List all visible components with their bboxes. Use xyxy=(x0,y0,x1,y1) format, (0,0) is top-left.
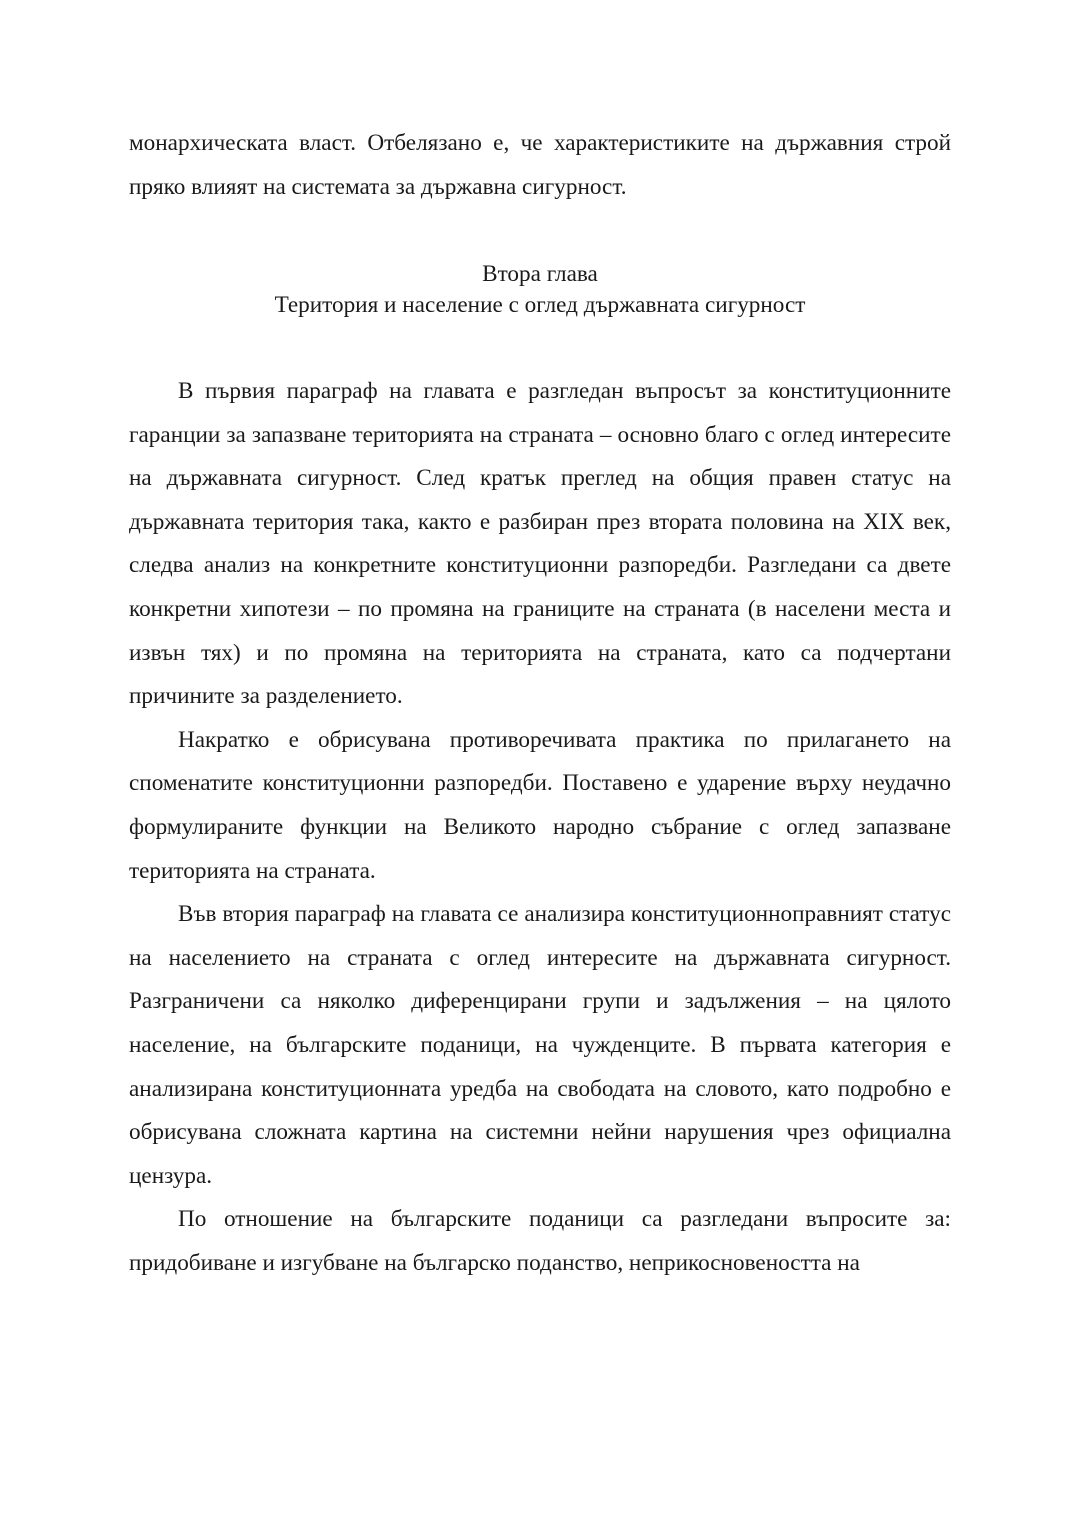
paragraph-practice: Накратко е обрисувана противоречивата практика по прилагането на споменатите конституционни разпоредби. Поставено е ударение върху неудачно формулираните функции на Великото народно събрание с оглед запазване територията на страната. xyxy=(129,726,951,884)
intro-paragraph: монархическата власт. Отбелязано е, че характеристиките на държавния строй пряко влияят на системата за държавна сигурност. xyxy=(129,130,951,200)
intro-block xyxy=(129,122,951,209)
chapter-number: Втора глава xyxy=(482,261,598,287)
chapter-title: Територия и население с оглед държавната сигурност xyxy=(274,292,806,318)
chapter-heading xyxy=(129,259,951,321)
chapter-body xyxy=(129,370,951,1285)
paragraph-subjects: По отношение на българските поданици са разгледани въпросите за: придобиване и изгубване на българско поданство, неприкосновеността на xyxy=(129,1206,951,1276)
paragraph-population: Във втория параграф на главата се анализира конституционноправният статус на населението на страната с оглед интересите на държавната сигурност. Разграничени са няколко диференцирани групи и задължения – на цялото население, на българските поданици, на чужденците. В първата категория е анализирана конституционната уредба на свободата на словото, като подробно е обрисувана сложната картина на системни нейни нарушения чрез официална цензура. xyxy=(129,901,951,1189)
paragraph-territory: В първия параграф на главата е разгледан въпросът за конституционните гаранции за запазване територията на страната – основно благо с оглед интересите на държавната сигурност. След кратък преглед на общия правен статус на държавната територия така, както е разбиран през втората половина на XIX век, следва анализ на конкретните конституционни разпоредби. Разгледани са двете конкретни хипотези – по промяна на границите на страната (в населени места и извън тях) и по промяна на територията на страната, като са подчертани причините за разделението. xyxy=(129,378,951,710)
